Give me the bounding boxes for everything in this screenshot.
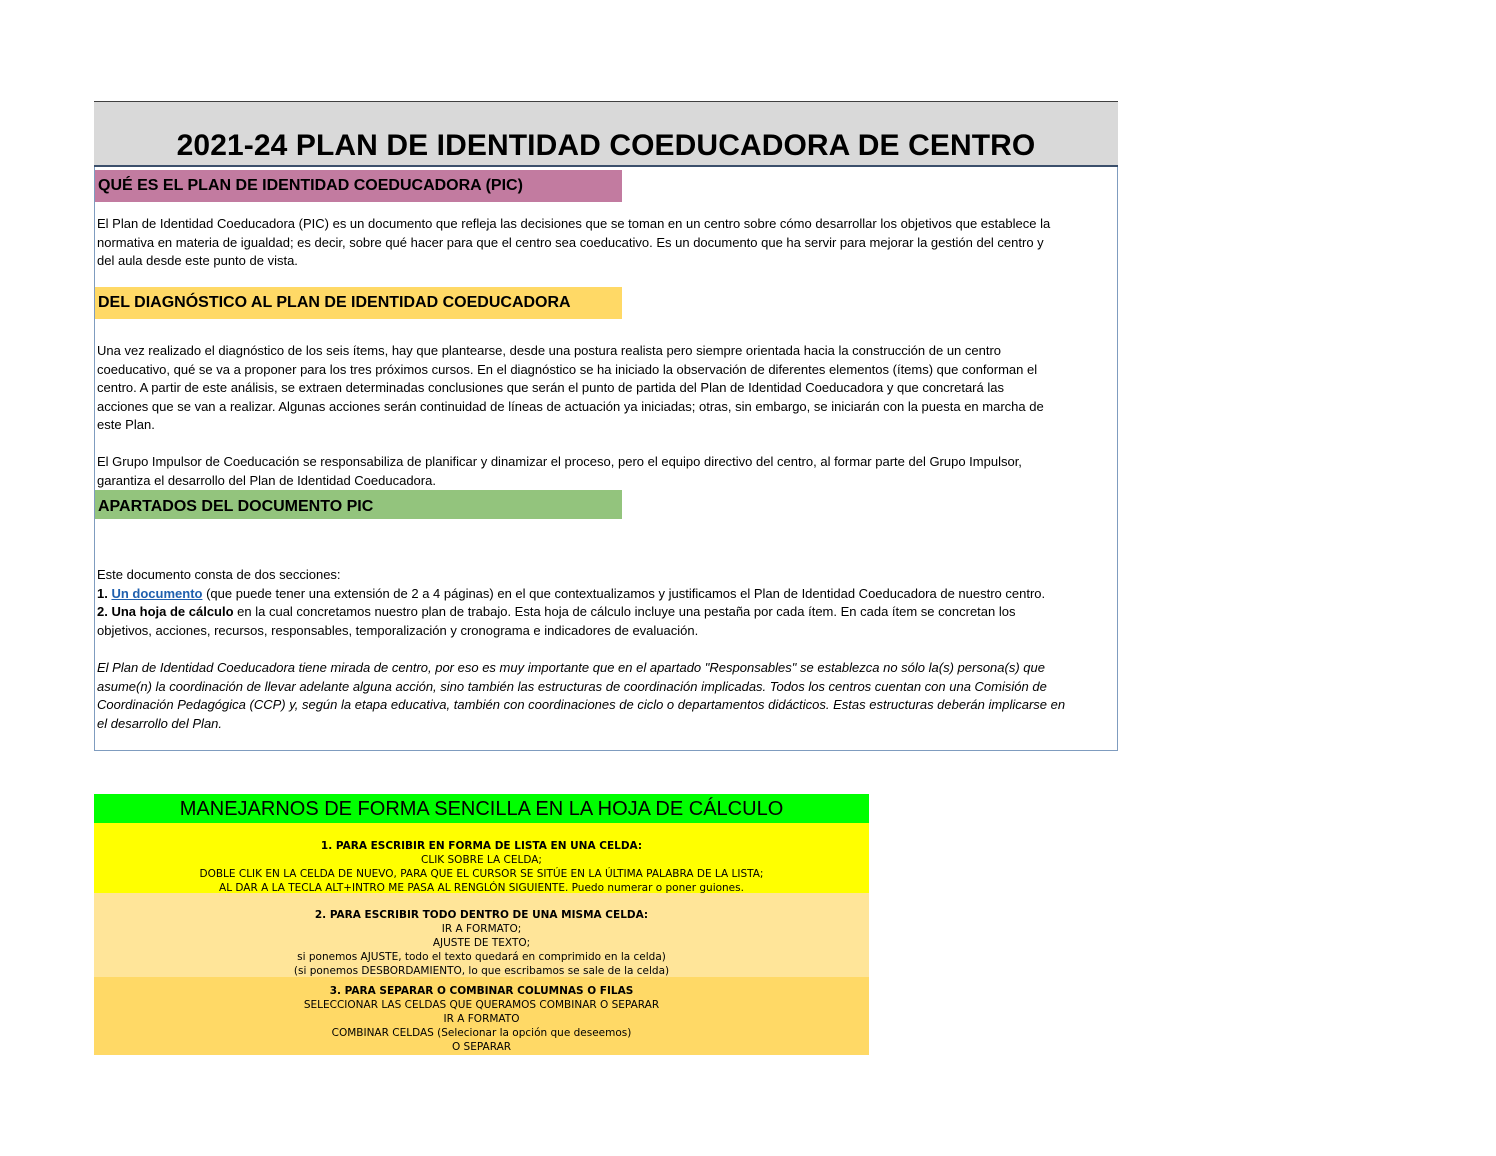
- help-block-list: [94, 823, 869, 893]
- section-heading-pic: QUÉ ES EL PLAN DE IDENTIDAD COEDUCADORA (PIC): [95, 170, 622, 202]
- text-line: Una vez realizado el diagnóstico de los seis ítems, hay que plantearse, desde una postura realista pero siempre orientada hacia la construcción de un centro: [97, 343, 1002, 358]
- apartados-item-2: [97, 603, 1113, 622]
- pic-paragraph: [97, 215, 1113, 271]
- text-line: el desarrollo del Plan.: [97, 715, 223, 731]
- text-line: asume(n) la coordinación de llevar adelante alguna acción, sino también las estructuras de coordinación implicadas. Todos los centros cuentan con una Comisión de: [97, 678, 1047, 694]
- text-line: objetivos, acciones, recursos, responsables, temporalización y cronograma e indicadores de evaluación.: [97, 622, 699, 638]
- help-block-title: 3. PARA SEPARAR O COMBINAR COLUMNAS O FILAS: [329, 985, 634, 997]
- help-line: IR A FORMATO;: [441, 923, 522, 935]
- text-line: El Plan de Identidad Coeducadora tiene mirada de centro, por eso es muy importante que en el apartado "Responsables" se establezca no sólo la(s) persona(s) que: [97, 660, 1045, 675]
- help-heading: MANEJARNOS DE FORMA SENCILLA EN LA HOJA DE CÁLCULO: [94, 794, 869, 823]
- spreadsheet-help-box: [94, 794, 869, 1055]
- help-line: DOBLE CLIK EN LA CELDA DE NUEVO, PARA QUE EL CURSOR SE SITÚE EN LA ÚLTIMA PALABRA DE LA LISTA;: [199, 868, 764, 880]
- item-text: en la cual concretamos nuestro plan de trabajo. Esta hoja de cálculo incluye una pestaña por cada ítem. En cada ítem se concretan los: [233, 604, 1016, 619]
- help-block-merge: [94, 977, 869, 1055]
- help-line: COMBINAR CELDAS (Selecionar la opción que deseemos): [331, 1027, 632, 1039]
- item-bold-text: Una hoja de cálculo: [111, 604, 234, 619]
- help-line: si ponemos AJUSTE, todo el texto quedará en comprimido en la celda): [297, 951, 666, 963]
- help-line: AJUSTE DE TEXTO;: [432, 937, 531, 949]
- help-block-title: 2. PARA ESCRIBIR TODO DENTRO DE UNA MISMA CELDA:: [314, 909, 649, 921]
- help-block-wrap: [94, 893, 869, 977]
- apartados-intro: Este documento consta de dos secciones:: [97, 567, 341, 582]
- help-line: SELECCIONAR LAS CELDAS QUE QUERAMOS COMBINAR O SEPARAR: [303, 999, 660, 1011]
- text-line: del aula desde este punto de vista.: [97, 253, 298, 268]
- section-heading-diagnostico: DEL DIAGNÓSTICO AL PLAN DE IDENTIDAD COEDUCADORA: [95, 287, 622, 319]
- page-title: 2021-24 PLAN DE IDENTIDAD COEDUCADORA DE CENTRO: [176, 129, 1036, 162]
- item-number: 1.: [97, 585, 108, 601]
- help-line: AL DAR A LA TECLA ALT+INTRO ME PASA AL RENGLÓN SIGUIENTE. Puedo numerar o poner guiones.: [219, 882, 744, 894]
- text-line: garantiza el desarrollo del Plan de Identidad Coeducadora.: [97, 472, 436, 488]
- document-link[interactable]: Un documento: [111, 585, 203, 601]
- diagnostico-paragraph: [97, 342, 1113, 435]
- item-text: (que puede tener una extensión de 2 a 4 páginas) en el que contextualizamos y justificamos el Plan de Identidad Coeducadora de nuestro centro.: [202, 585, 1046, 601]
- text-line: centro. A partir de este análisis, se extraen determinadas conclusiones que serán el punto de partida del Plan de Identidad Coeducadora y que concretará las: [97, 380, 1004, 395]
- text-line: coeducativo, qué se va a proponer para los tres próximos cursos. En el diagnóstico se ha iniciado la observación de diferentes elementos (ítems) que conforman el: [97, 361, 1038, 377]
- text-line: este Plan.: [97, 417, 155, 432]
- help-line: (si ponemos DESBORDAMIENTO, lo que escribamos se sale de la celda): [293, 965, 670, 977]
- item-number: 2.: [97, 604, 108, 619]
- apartados-paragraph: [97, 566, 1113, 640]
- help-block-title: 1. PARA ESCRIBIR EN FORMA DE LISTA EN UNA CELDA:: [320, 840, 643, 852]
- apartados-item-1: [97, 585, 1113, 604]
- help-line: IR A FORMATO: [443, 1013, 520, 1025]
- text-line: El Plan de Identidad Coeducadora (PIC) es un documento que refleja las decisiones que se toman en un centro sobre cómo desarrollar los objetivos que establece la: [97, 216, 1051, 231]
- help-line: O SEPARAR: [451, 1041, 512, 1053]
- text-line: Coordinación Pedagógica (CCP) y, según la etapa educativa, también con coordinaciones de ciclo o departamentos didácticos. Estas estructuras deberán implicarse en: [97, 697, 1066, 712]
- text-line: normativa en materia de igualdad; es decir, sobre qué hacer para que el centro sea coeducativo. Es un documento que ha servir para mejorar la gestión del centro y: [97, 234, 1044, 250]
- text-line: El Grupo Impulsor de Coeducación se responsabiliza de planificar y dinamizar el proceso, pero el equipo directivo del centro, al formar parte del Grupo Impulsor,: [97, 454, 1022, 469]
- title-bar: [94, 101, 1118, 167]
- section-heading-apartados: APARTADOS DEL DOCUMENTO PIC: [95, 490, 622, 519]
- help-line: CLIK SOBRE LA CELDA;: [421, 854, 542, 866]
- text-line: acciones que se van a realizar. Algunas acciones serán continuidad de líneas de actuación ya iniciadas; otras, sin embargo, se iniciarán con la puesta en marcha de: [97, 398, 1044, 414]
- responsables-note: [97, 659, 1113, 733]
- grupo-impulsor-paragraph: [97, 453, 1113, 490]
